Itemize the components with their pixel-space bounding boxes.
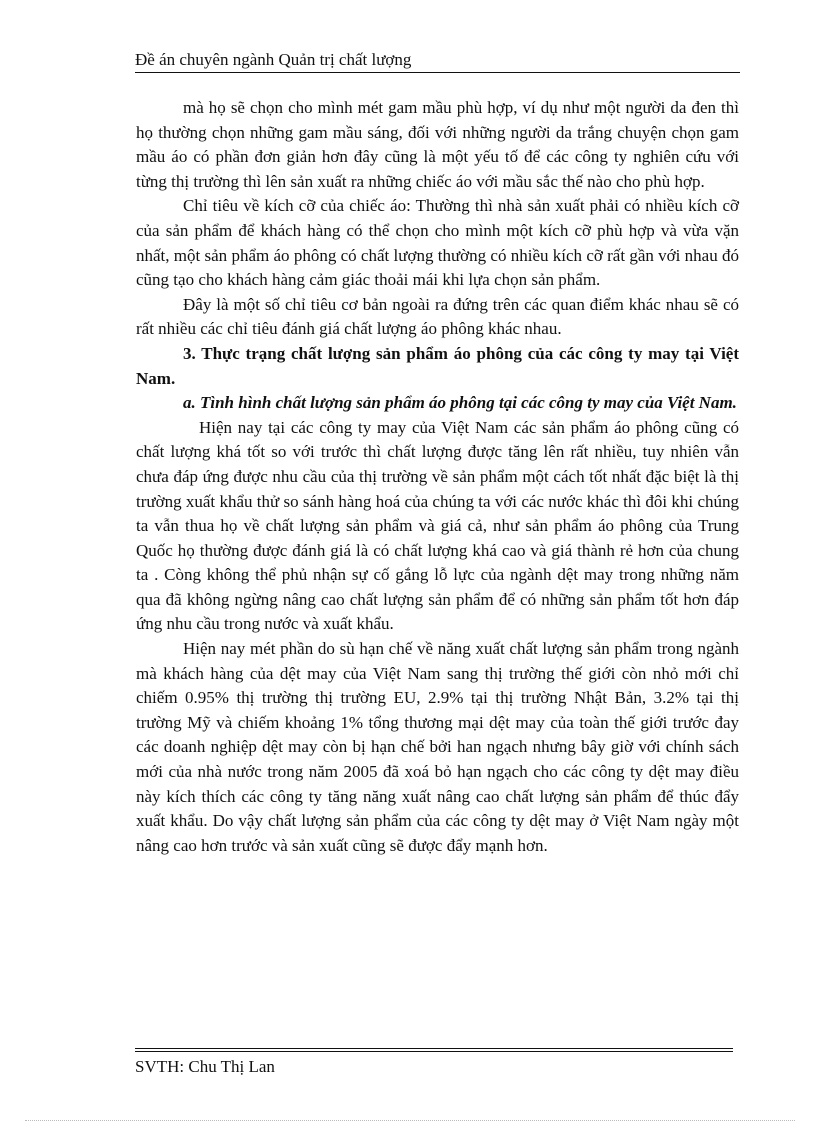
paragraph-quality-situation: Hiện nay tại các công ty may của Việt Nam các sản phẩm áo phông cũng có chất lượng khá tốt so với trước thì chất lượng được tăng lên rất nhiều, tuy nhiên vẫn chưa đáp ứng được nhu cầu của thị trường về sản phẩm một cách tốt nhất đặc biệt là thị trường xuất khẩu thử so sánh hàng hoá của chúng ta với các nước khác thì đôi khi chúng ta vẫn thua họ về chất lượng sản phẩm và giá cả, như sản phẩm áo phông của Trung Quốc họ thường được đánh giá là có chất lượng khá cao và giá thành rẻ hơn của chung ta . Còng không thể phủ nhận sự cố gắng lỗ lực của ngành dệt may trong những năm qua đã không ngừng nâng cao chất lượng sản phẩm để có những sản phẩm tốt hơn đáp ứng nhu cầu trong nước và xuất khẩu. <box>136 417 739 634</box>
paragraph-criteria-summary: Đây là một số chỉ tiêu cơ bản ngoài ra đứng trên các quan điểm khác nhau sẽ có rất nhiều các chỉ tiêu đánh giá chất lượng áo phông khác nhau. <box>136 294 739 339</box>
section-heading: 3. Thực trạng chất lượng sản phẩm áo phông của các công ty may tại Việt Nam. <box>136 343 739 388</box>
footer-divider-top <box>135 1048 733 1049</box>
paragraph-size-criteria: Chỉ tiêu về kích cỡ của chiếc áo: Thường thì nhà sản xuất phải có nhiều kích cỡ của sản phẩm để khách hàng có thể chọn cho mình một kích cỡ phù hợp và vừa vặn nhất, một sản phẩm áo phông có chất lượng thường có nhiều kích cỡ rất gần với nhau đó cũng tạo cho khách hàng cảm giác thoải mái khi lựa chọn sản phẩm. <box>136 196 739 290</box>
footer-author: SVTH: Chu Thị Lan <box>135 1057 275 1076</box>
paragraph-market-share: Hiện nay mét phần do sù hạn chế về năng xuất chất lượng sản phẩm trong ngành mà khách hàng của dệt may của Việt Nam sang thị trường thế giới còn nhỏ mới chỉ chiếm 0.95% thị trường thị trường EU, 2.9% tại thị trường Nhật Bản, 3.2% tại thị trường Mỹ và chiếm khoảng 1% tổng thương mại dệt may của toàn thế giới trước đay các doanh nghiệp dệt may còn bị hạn chế bởi han ngạch nhưng bây giờ với chính sách mới của nhà nước trong năm 2005 đã xoá bỏ hạn ngạch cho các công ty dệt may điều này kích thích các công ty tăng năng xuất nâng cao chất lượng sản phẩm để thúc đẩy xuất khẩu. Do vậy chất lượng sản phẩm của các công ty dệt may ở Việt Nam ngày một nâng cao hơn trước và sản xuất cũng sẽ được đẩy mạnh hơn. <box>136 639 739 855</box>
page-bottom-border <box>25 1120 795 1121</box>
document-body <box>136 96 739 858</box>
header-divider <box>135 72 740 73</box>
subsection-heading: a. Tình hình chất lượng sản phẩm áo phông tại các công ty may của Việt Nam. <box>183 393 737 413</box>
page-header-title: Đề án chuyên ngành Quản trị chất lượng <box>135 50 412 69</box>
paragraph-color-criteria: mà họ sẽ chọn cho mình mét gam mầu phù hợp, ví dụ như một người da đen thì họ thường chọn những gam mầu sáng, đối với những người da trắng chuyện chọn gam mầu áo có phần đơn giản hơn đây cũng là một yếu tố để các công ty nghiên cứu với từng thị trường thì lên sản xuất ra những chiếc áo với mầu sắc thế nào cho phù hợp. <box>136 98 739 191</box>
footer-divider-bottom <box>135 1051 733 1052</box>
